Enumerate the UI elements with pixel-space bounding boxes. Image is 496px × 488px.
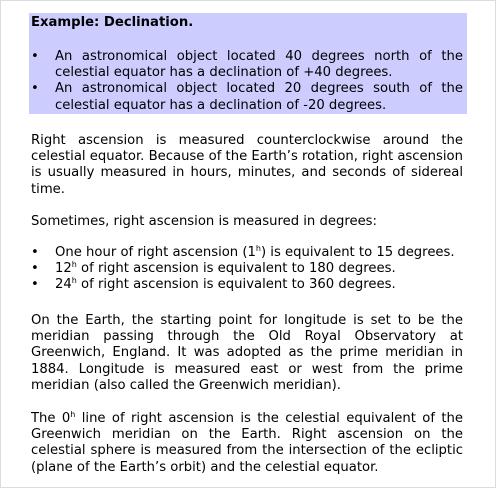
list-item — [31, 261, 463, 277]
bullet-icon: • — [31, 81, 39, 97]
paragraph-degrees-intro: Sometimes, right ascension is measured in degrees: — [31, 214, 377, 229]
bullet-icon: • — [31, 245, 39, 260]
list-item — [31, 245, 463, 261]
list-item-text: 12$^h$ of right ascension is equivalent to 180 degrees. — [55, 260, 396, 277]
paragraph-zero-hour-line: The 0$^h$ line of right ascension is the celestial equivalent of the Greenwich meridian on the Earth. Right ascension on the celestial sphere is measured from the intersection of the ecliptic (plane of the Earth’s orbit) and the celestial equator. — [31, 410, 464, 475]
list-item-text: 24$^h$ of right ascension is equivalent to 360 degrees. — [55, 276, 396, 293]
list-item-text: An astronomical object located 40 degrees north of the celestial equator has a declination of +40 degrees. — [55, 49, 463, 81]
example-title: Example: Declination. — [31, 15, 194, 30]
list-item-text: One hour of right ascension (1$^h$) is equivalent to 15 degrees. — [55, 244, 455, 260]
paragraph-prime-meridian: On the Earth, the starting point for longitude is set to be the meridian passing through the Old Royal Observatory at Greenwich, England. It was adopted as the prime meridian in 1884. Longitude is measured east or west from the prime meridian (also called the Greenwich meridian). — [31, 313, 463, 393]
bullet-icon: • — [31, 49, 39, 64]
list-item — [31, 81, 463, 113]
degrees-bullet-list — [31, 245, 463, 294]
list-item — [31, 49, 463, 81]
list-item — [31, 277, 463, 293]
example-bullet-list — [31, 49, 463, 114]
bullet-icon: • — [31, 261, 39, 277]
list-item-text: An astronomical object located 20 degrees south of the celestial equator has a declination of -20 degrees. — [55, 81, 463, 113]
paragraph-right-ascension: Right ascension is measured counterclockwise around the celestial equator. Because of the Earth’s rotation, right ascension is usually measured in hours, minutes, and seconds of sidereal time. — [31, 133, 463, 197]
bullet-icon: • — [31, 277, 39, 293]
